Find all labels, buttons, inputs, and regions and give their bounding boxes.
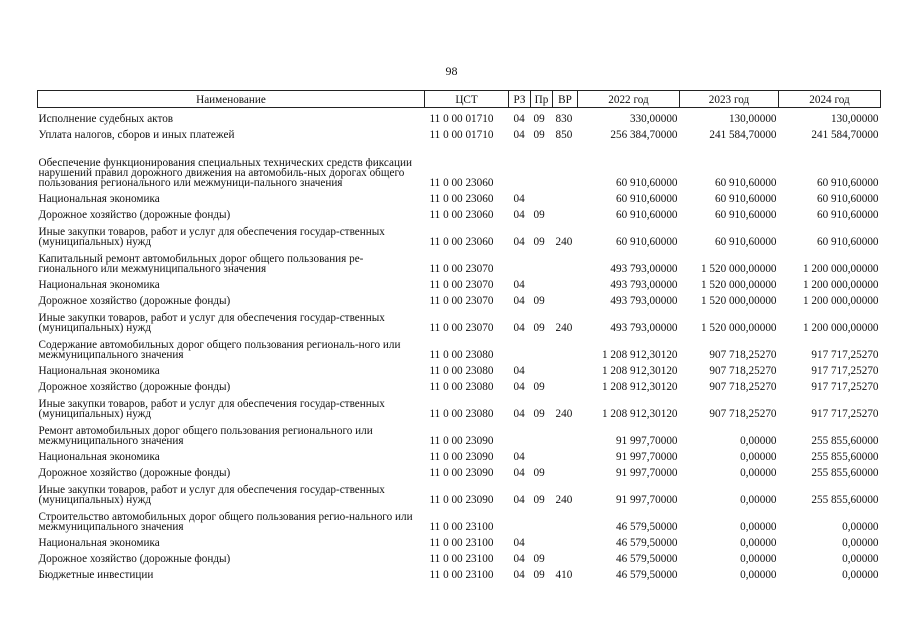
- cell-rz: 04: [513, 236, 525, 248]
- cell-name: Обеспечение функционирования специальных технических средств фиксации нарушений правил дорожного движения на автомобиль-ных дорогах общего пользования регионального или межмуници-пального значения: [38, 157, 412, 189]
- cell-y2024: 241 584,70000: [811, 129, 879, 141]
- cell-pr: 09: [533, 467, 545, 479]
- cell-y2022: 46 579,50000: [615, 569, 678, 581]
- cell-y2023: 60 910,60000: [714, 236, 777, 248]
- table-row: [38, 446, 881, 462]
- cell-rz: 04: [513, 408, 525, 420]
- cell-name: Национальная экономика: [38, 537, 160, 549]
- cell-code: 11 0 00 23070: [429, 263, 494, 275]
- cell-rz: [509, 505, 531, 532]
- cell-y2022: 493 793,00000: [610, 295, 678, 307]
- cell-code: 11 0 00 23100: [429, 569, 494, 581]
- cell-y2022: 493 793,00000: [610, 263, 678, 275]
- cell-rz: 04: [513, 279, 525, 291]
- header-2024: 2024 год: [779, 91, 881, 108]
- cell-vr: [553, 247, 578, 274]
- cell-rz: 04: [513, 494, 525, 506]
- cell-vr: [553, 446, 578, 462]
- cell-y2023: 907 718,25270: [709, 408, 777, 420]
- cell-y2024: 255 855,60000: [811, 467, 879, 479]
- cell-vr: [553, 376, 578, 392]
- cell-vr: [553, 360, 578, 376]
- cell-y2022: 60 910,60000: [615, 209, 678, 221]
- cell-y2022: 91 997,70000: [615, 435, 678, 447]
- cell-y2022: 91 997,70000: [615, 451, 678, 463]
- cell-code: 11 0 00 23070: [429, 295, 494, 307]
- cell-y2024: 60 910,60000: [816, 193, 879, 205]
- cell-code: 11 0 00 23060: [429, 177, 494, 189]
- header-2022: 2022 год: [578, 91, 680, 108]
- cell-vr: [553, 188, 578, 204]
- table-row: [38, 274, 881, 290]
- table-row: [38, 564, 881, 580]
- cell-name: Дорожное хозяйство (дорожные фонды): [38, 553, 231, 565]
- cell-rz: 04: [513, 553, 525, 565]
- cell-y2023: 1 520 000,00000: [700, 295, 777, 307]
- cell-y2022: 1 208 912,30120: [601, 381, 678, 393]
- cell-code: 11 0 00 23090: [429, 494, 494, 506]
- cell-y2024: 60 910,60000: [816, 236, 879, 248]
- cell-y2024: 0,00000: [842, 569, 879, 581]
- header-rz: РЗ: [509, 91, 531, 108]
- cell-y2024: 0,00000: [842, 537, 879, 549]
- table-row: [38, 478, 881, 505]
- cell-code: 11 0 00 23080: [429, 408, 494, 420]
- header-code: ЦСТ: [425, 91, 509, 108]
- cell-y2024: 917 717,25270: [811, 365, 879, 377]
- cell-pr: 09: [533, 113, 545, 125]
- cell-vr: 410: [555, 569, 573, 581]
- cell-name: Бюджетные инвестиции: [38, 569, 154, 581]
- cell-pr: [531, 419, 553, 446]
- cell-pr: 09: [533, 553, 545, 565]
- cell-vr: 240: [555, 236, 573, 248]
- cell-rz: [509, 419, 531, 446]
- cell-rz: 04: [513, 322, 525, 334]
- cell-y2024: 917 717,25270: [811, 349, 879, 361]
- cell-vr: 850: [555, 129, 573, 141]
- header-name: Наименование: [38, 91, 425, 108]
- cell-name: Дорожное хозяйство (дорожные фонды): [38, 467, 231, 479]
- cell-name: Дорожное хозяйство (дорожные фонды): [38, 209, 231, 221]
- cell-code: 11 0 00 23070: [429, 322, 494, 334]
- cell-rz: 04: [513, 113, 525, 125]
- cell-code: 11 0 00 23080: [429, 349, 494, 361]
- table-row: [38, 247, 881, 274]
- cell-code: 11 0 00 23060: [429, 209, 494, 221]
- header-row: [38, 91, 881, 108]
- cell-y2024: 130,00000: [830, 113, 879, 125]
- cell-pr: 09: [533, 209, 545, 221]
- cell-vr: [553, 290, 578, 306]
- table-row: [38, 290, 881, 306]
- cell-vr: [553, 204, 578, 220]
- cell-vr: [553, 274, 578, 290]
- cell-name: Иные закупки товаров, работ и услуг для обеспечения государ-ственных (муниципальных) нужд: [38, 484, 385, 506]
- table-row: [38, 188, 881, 204]
- cell-rz: 04: [513, 537, 525, 549]
- cell-code: 11 0 00 23060: [429, 193, 494, 205]
- cell-y2023: 60 910,60000: [714, 177, 777, 189]
- cell-y2024: 60 910,60000: [816, 209, 879, 221]
- cell-y2023: 1 520 000,00000: [700, 322, 777, 334]
- cell-pr: 09: [533, 381, 545, 393]
- table-row: [38, 124, 881, 140]
- cell-y2022: 60 910,60000: [615, 177, 678, 189]
- cell-y2022: 1 208 912,30120: [601, 408, 678, 420]
- cell-name: Уплата налогов, сборов и иных платежей: [38, 129, 235, 141]
- cell-y2023: 0,00000: [740, 494, 777, 506]
- cell-code: 11 0 00 23060: [429, 236, 494, 248]
- cell-code: 11 0 00 23080: [429, 381, 494, 393]
- cell-pr: [531, 333, 553, 360]
- header-2023: 2023 год: [680, 91, 779, 108]
- cell-pr: [531, 188, 553, 204]
- table-row: [38, 548, 881, 564]
- table-row: [38, 220, 881, 247]
- cell-rz: 04: [513, 129, 525, 141]
- cell-y2023: 907 718,25270: [709, 365, 777, 377]
- cell-y2024: 255 855,60000: [811, 494, 879, 506]
- cell-y2023: 0,00000: [740, 435, 777, 447]
- table-row: [38, 108, 881, 125]
- cell-rz: 04: [513, 467, 525, 479]
- cell-y2023: 0,00000: [740, 569, 777, 581]
- page-number: 98: [445, 64, 458, 78]
- table-row: [38, 140, 881, 188]
- table-row: [38, 505, 881, 532]
- cell-pr: [531, 247, 553, 274]
- table-row: [38, 532, 881, 548]
- cell-vr: [553, 140, 578, 188]
- cell-pr: [531, 532, 553, 548]
- cell-y2022: 46 579,50000: [615, 521, 678, 533]
- cell-y2022: 60 910,60000: [615, 193, 678, 205]
- cell-rz: 04: [513, 365, 525, 377]
- cell-y2022: 1 208 912,30120: [601, 365, 678, 377]
- header-vr: ВР: [553, 91, 578, 108]
- cell-y2024: 0,00000: [842, 553, 879, 565]
- cell-name: Ремонт автомобильных дорог общего пользования регионального или межмуниципального значения: [38, 425, 373, 447]
- cell-y2023: 60 910,60000: [714, 209, 777, 221]
- cell-rz: [509, 247, 531, 274]
- cell-name: Иные закупки товаров, работ и услуг для обеспечения государ-ственных (муниципальных) нужд: [38, 226, 385, 248]
- cell-name: Национальная экономика: [38, 279, 160, 291]
- cell-y2024: 0,00000: [842, 521, 879, 533]
- cell-y2024: 255 855,60000: [811, 435, 879, 447]
- cell-pr: [531, 505, 553, 532]
- cell-name: Национальная экономика: [38, 193, 160, 205]
- cell-code: 11 0 00 01710: [429, 113, 494, 125]
- cell-vr: [553, 532, 578, 548]
- cell-rz: 04: [513, 569, 525, 581]
- cell-rz: 04: [513, 193, 525, 205]
- table-row: [38, 360, 881, 376]
- cell-name: Исполнение судебных актов: [38, 113, 174, 125]
- table-row: [38, 306, 881, 333]
- cell-y2023: 907 718,25270: [709, 381, 777, 393]
- cell-pr: 09: [533, 129, 545, 141]
- table-row: [38, 376, 881, 392]
- header-pr: Пр: [531, 91, 553, 108]
- cell-y2023: 1 520 000,00000: [700, 279, 777, 291]
- table-row: [38, 204, 881, 220]
- cell-rz: 04: [513, 209, 525, 221]
- cell-pr: 09: [533, 494, 545, 506]
- cell-y2024: 60 910,60000: [816, 177, 879, 189]
- cell-y2022: 46 579,50000: [615, 553, 678, 565]
- cell-rz: [509, 333, 531, 360]
- cell-vr: [553, 462, 578, 478]
- cell-pr: [531, 274, 553, 290]
- cell-y2022: 91 997,70000: [615, 467, 678, 479]
- cell-pr: 09: [533, 408, 545, 420]
- cell-code: 11 0 00 23100: [429, 537, 494, 549]
- cell-code: 11 0 00 23090: [429, 467, 494, 479]
- cell-name: Строительство автомобильных дорог общего пользования регио-нального или межмуниципального значения: [38, 511, 413, 533]
- cell-code: 11 0 00 23100: [429, 521, 494, 533]
- cell-code: 11 0 00 23090: [429, 435, 494, 447]
- cell-vr: [553, 548, 578, 564]
- cell-pr: 09: [533, 322, 545, 334]
- cell-y2023: 0,00000: [740, 467, 777, 479]
- cell-y2022: 91 997,70000: [615, 494, 678, 506]
- cell-vr: 240: [555, 494, 573, 506]
- cell-name: Иные закупки товаров, работ и услуг для обеспечения государ-ственных (муниципальных) нужд: [38, 398, 385, 420]
- cell-pr: 09: [533, 236, 545, 248]
- cell-y2022: 330,00000: [629, 113, 678, 125]
- cell-y2022: 60 910,60000: [615, 236, 678, 248]
- cell-vr: 240: [555, 322, 573, 334]
- cell-rz: 04: [513, 381, 525, 393]
- cell-name: Национальная экономика: [38, 451, 160, 463]
- cell-y2023: 907 718,25270: [709, 349, 777, 361]
- cell-code: 11 0 00 23070: [429, 279, 494, 291]
- cell-pr: 09: [533, 295, 545, 307]
- cell-y2023: 0,00000: [740, 553, 777, 565]
- cell-y2022: 1 208 912,30120: [601, 349, 678, 361]
- cell-y2024: 917 717,25270: [811, 408, 879, 420]
- cell-y2022: 256 384,70000: [610, 129, 678, 141]
- cell-y2024: 1 200 000,00000: [802, 322, 879, 334]
- cell-name: Содержание автомобильных дорог общего пользования региональ-ного или межмуниципального значения: [38, 339, 401, 361]
- cell-rz: [509, 140, 531, 188]
- cell-pr: [531, 360, 553, 376]
- table-row: [38, 462, 881, 478]
- cell-vr: [553, 419, 578, 446]
- cell-y2023: 0,00000: [740, 521, 777, 533]
- budget-table: [37, 90, 881, 580]
- cell-code: 11 0 00 23090: [429, 451, 494, 463]
- cell-name: Капитальный ремонт автомобильных дорог общего пользования ре-гионального или межмуниципального значения: [38, 253, 364, 275]
- cell-pr: [531, 446, 553, 462]
- cell-vr: 830: [555, 113, 573, 125]
- cell-y2024: 1 200 000,00000: [802, 295, 879, 307]
- cell-y2022: 493 793,00000: [610, 322, 678, 334]
- cell-y2023: 0,00000: [740, 537, 777, 549]
- cell-rz: 04: [513, 451, 525, 463]
- cell-name: Дорожное хозяйство (дорожные фонды): [38, 381, 231, 393]
- cell-code: 11 0 00 01710: [429, 129, 494, 141]
- cell-pr: 09: [533, 569, 545, 581]
- cell-y2024: 1 200 000,00000: [802, 263, 879, 275]
- cell-vr: [553, 505, 578, 532]
- cell-y2023: 241 584,70000: [709, 129, 777, 141]
- cell-code: 11 0 00 23100: [429, 553, 494, 565]
- cell-y2022: 493 793,00000: [610, 279, 678, 291]
- cell-y2023: 60 910,60000: [714, 193, 777, 205]
- cell-vr: 240: [555, 408, 573, 420]
- cell-y2024: 1 200 000,00000: [802, 279, 879, 291]
- cell-y2024: 917 717,25270: [811, 381, 879, 393]
- cell-vr: [553, 333, 578, 360]
- cell-y2023: 1 520 000,00000: [700, 263, 777, 275]
- cell-y2022: 46 579,50000: [615, 537, 678, 549]
- cell-pr: [531, 140, 553, 188]
- table-row: [38, 419, 881, 446]
- table-row: [38, 333, 881, 360]
- cell-name: Иные закупки товаров, работ и услуг для обеспечения государ-ственных (муниципальных) нужд: [38, 312, 385, 334]
- cell-y2024: 255 855,60000: [811, 451, 879, 463]
- cell-y2023: 130,00000: [728, 113, 777, 125]
- cell-y2023: 0,00000: [740, 451, 777, 463]
- cell-name: Национальная экономика: [38, 365, 160, 377]
- cell-name: Дорожное хозяйство (дорожные фонды): [38, 295, 231, 307]
- cell-rz: 04: [513, 295, 525, 307]
- table-row: [38, 392, 881, 419]
- cell-code: 11 0 00 23080: [429, 365, 494, 377]
